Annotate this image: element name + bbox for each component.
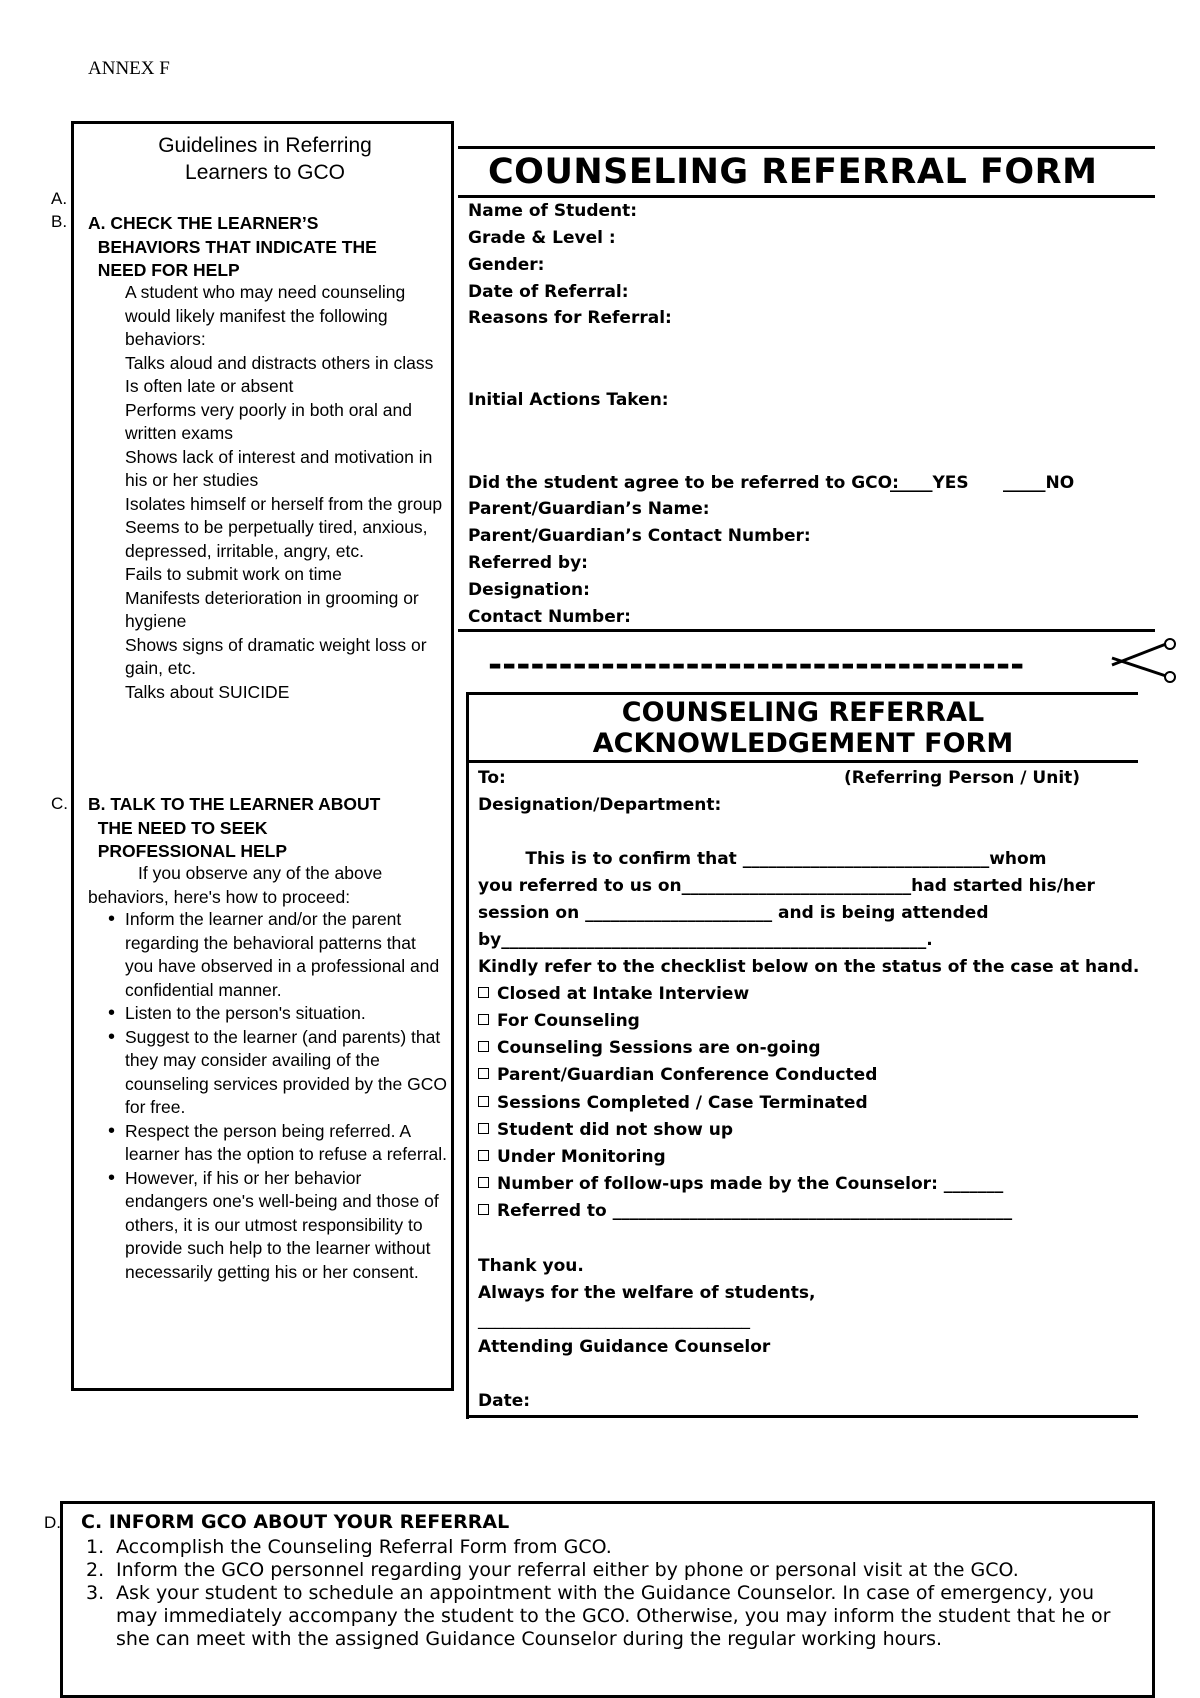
section-b-steps: [107, 908, 447, 1284]
list-item: • Inform the learner and/or the parent regarding the behavioral patterns that you have observed in a professional and confidential manner.: [107, 908, 447, 1002]
list-item: • Suggest to the learner (and parents) that they may consider availing of the counseling services provided by the GCO for free.: [107, 1026, 447, 1120]
checkbox-icon[interactable]: [478, 1204, 489, 1215]
checklist-item: Under Monitoring: [478, 1147, 666, 1167]
list-item: • Listen to the person's situation.: [107, 1002, 447, 1026]
list-item: • Respect the person being referred. A learner has the option to refuse a referral.: [107, 1120, 447, 1167]
signature-line: ________________________________: [478, 1310, 750, 1330]
confirm-line-1: This is to confirm that _____________________________whom: [478, 849, 1047, 869]
checklist-item: Parent/Guardian Conference Conducted: [478, 1065, 877, 1085]
list-item: 1. Accomplish the Counseling Referral Form from GCO.: [86, 1536, 612, 1558]
behavior-item: Fails to submit work on time: [125, 564, 342, 584]
designation-label: Designation:: [468, 580, 590, 600]
list-item: 3. Ask your student to schedule an appointment with the Guidance Counselor. In case of emergency, you may immediately accompany the student to the GCO. Otherwise, you may inform the student that he or she can meet with the assigned Guidance Counselor during the regular working hours.: [86, 1582, 1111, 1650]
gender-label: Gender:: [468, 255, 545, 275]
section-a-heading-line2: BEHAVIORS THAT INDICATE THE: [88, 236, 377, 257]
checkbox-icon[interactable]: [478, 1068, 489, 1079]
stray-letter-c: C.: [51, 794, 68, 813]
behavior-item: Is often late or absent: [125, 376, 294, 396]
section-a-heading-line1: A. CHECK THE LEARNER’S: [88, 213, 319, 233]
referring-person-label: (Referring Person / Unit): [844, 768, 1081, 788]
checklist-item: Referred to _______________________________________________: [478, 1201, 1012, 1221]
section-c-heading: C. INFORM GCO ABOUT YOUR REFERRAL: [81, 1511, 510, 1533]
closing-text: Always for the welfare of students,: [478, 1283, 816, 1303]
thank-you-text: Thank you.: [478, 1256, 584, 1276]
checklist-item: Sessions Completed / Case Terminated: [478, 1093, 868, 1113]
checklist-item: Number of follow-ups made by the Counselor: _______: [478, 1174, 1003, 1194]
section-b-intro: If you observe any of the above behaviors, here's how to proceed:: [88, 863, 383, 907]
form-title-rule: [458, 195, 1155, 198]
stray-letter-b: B.: [51, 212, 68, 231]
student-name-label: Name of Student:: [468, 201, 638, 221]
checklist-instruction: Kindly refer to the checklist below on the status of the case at hand.: [478, 957, 1140, 977]
referred-by-label: Referred by:: [468, 553, 588, 573]
acknowledgement-title-line2: ACKNOWLEDGEMENT FORM: [592, 728, 1014, 759]
checkbox-icon[interactable]: [478, 1177, 489, 1188]
checklist-item: For Counseling: [478, 1011, 640, 1031]
checklist-item: Student did not show up: [478, 1120, 733, 1140]
behavior-item: Shows signs of dramatic weight loss or gain, etc.: [125, 634, 427, 678]
referral-date-label: Date of Referral:: [468, 282, 629, 302]
referral-form-title: COUNSELING REFERRAL FORM: [488, 152, 1098, 192]
behavior-intro: A student who may need counseling would likely manifest the following behaviors:: [125, 282, 406, 349]
list-item: • However, if his or her behavior endangers one's well-being and those of others, it is our utmost responsibility to provide such help to the learner without necessarily getting his or her consent.: [107, 1167, 447, 1285]
ack-date-label: Date:: [478, 1391, 531, 1411]
stray-letter-a: A.: [51, 189, 68, 208]
checkbox-icon[interactable]: [478, 987, 489, 998]
section-b-heading-line3: PROFESSIONAL HELP: [88, 841, 288, 861]
confirm-line-3: session on ______________________ and is being attended: [478, 903, 989, 923]
behavior-item: Manifests deterioration in grooming or hygiene: [125, 587, 419, 631]
to-label: To:: [478, 768, 506, 788]
behavior-item: Performs very poorly in both oral and written exams: [125, 399, 412, 443]
checkbox-icon[interactable]: [478, 1014, 489, 1025]
confirm-line-2: you referred to us on___________________________had started his/her: [478, 876, 1095, 896]
cut-line: --------------------------------------: [488, 645, 1025, 685]
section-b-heading: [88, 793, 380, 864]
checklist-item: Closed at Intake Interview: [478, 984, 749, 1004]
scissors-icon: [1108, 638, 1180, 689]
behavior-item: Isolates himself or herself from the group: [125, 493, 443, 514]
contact-number-label: Contact Number:: [468, 607, 631, 627]
guidelines-title: [100, 132, 430, 186]
counselor-label: Attending Guidance Counselor: [478, 1337, 771, 1357]
checklist-item: Counseling Sessions are on-going: [478, 1038, 821, 1058]
agree-question: Did the student agree to be referred to GCO:: [468, 473, 899, 493]
ack-title-rule: [466, 760, 1138, 763]
behavior-list: [125, 281, 450, 704]
agree-no-option: _____NO: [1003, 473, 1075, 493]
referral-reasons-label: Reasons for Referral:: [468, 308, 672, 328]
behavior-item: Seems to be perpetually tired, anxious, depressed, irritable, angry, etc.: [125, 517, 428, 561]
parent-contact-label: Parent/Guardian’s Contact Number:: [468, 526, 811, 546]
behavior-item: Talks about SUICIDE: [125, 681, 290, 702]
annex-label: ANNEX F: [88, 58, 170, 79]
checkbox-icon[interactable]: [478, 1096, 489, 1107]
acknowledgement-title-line1: COUNSELING REFERRAL: [621, 697, 985, 728]
section-c-steps: [81, 1536, 1131, 1651]
list-item: 2. Inform the GCO personnel regarding your referral either by phone or personal visit at the GCO.: [86, 1559, 1019, 1581]
form-bottom-rule: [458, 629, 1155, 632]
designation-department-label: Designation/Department:: [478, 795, 722, 815]
section-a-heading-line3: NEED FOR HELP: [88, 260, 240, 280]
section-a-heading: [88, 212, 377, 283]
ack-bottom-rule: [466, 1415, 1138, 1418]
confirm-line-4: by__________________________________________________.: [478, 930, 933, 950]
guidelines-title-line2: Learners to GCO: [185, 161, 345, 184]
checkbox-icon[interactable]: [478, 1123, 489, 1134]
grade-level-label: Grade & Level :: [468, 228, 616, 248]
stray-letter-d: D.: [44, 1513, 61, 1532]
section-b-heading-line2: THE NEED TO SEEK: [88, 817, 268, 838]
parent-name-label: Parent/Guardian’s Name:: [468, 499, 710, 519]
agree-yes-option: _____YES: [890, 473, 969, 493]
behavior-item: Talks aloud and distracts others in class: [125, 352, 434, 373]
checkbox-icon[interactable]: [478, 1150, 489, 1161]
checkbox-icon[interactable]: [478, 1041, 489, 1052]
section-b-heading-line1: B. TALK TO THE LEARNER ABOUT: [88, 794, 381, 814]
behavior-item: Shows lack of interest and motivation in his or her studies: [125, 446, 433, 490]
acknowledgement-title: [468, 697, 1138, 759]
initial-actions-label: Initial Actions Taken:: [468, 390, 669, 410]
form-top-rule: [458, 146, 1155, 149]
guidelines-title-line1: Guidelines in Referring: [158, 134, 372, 157]
